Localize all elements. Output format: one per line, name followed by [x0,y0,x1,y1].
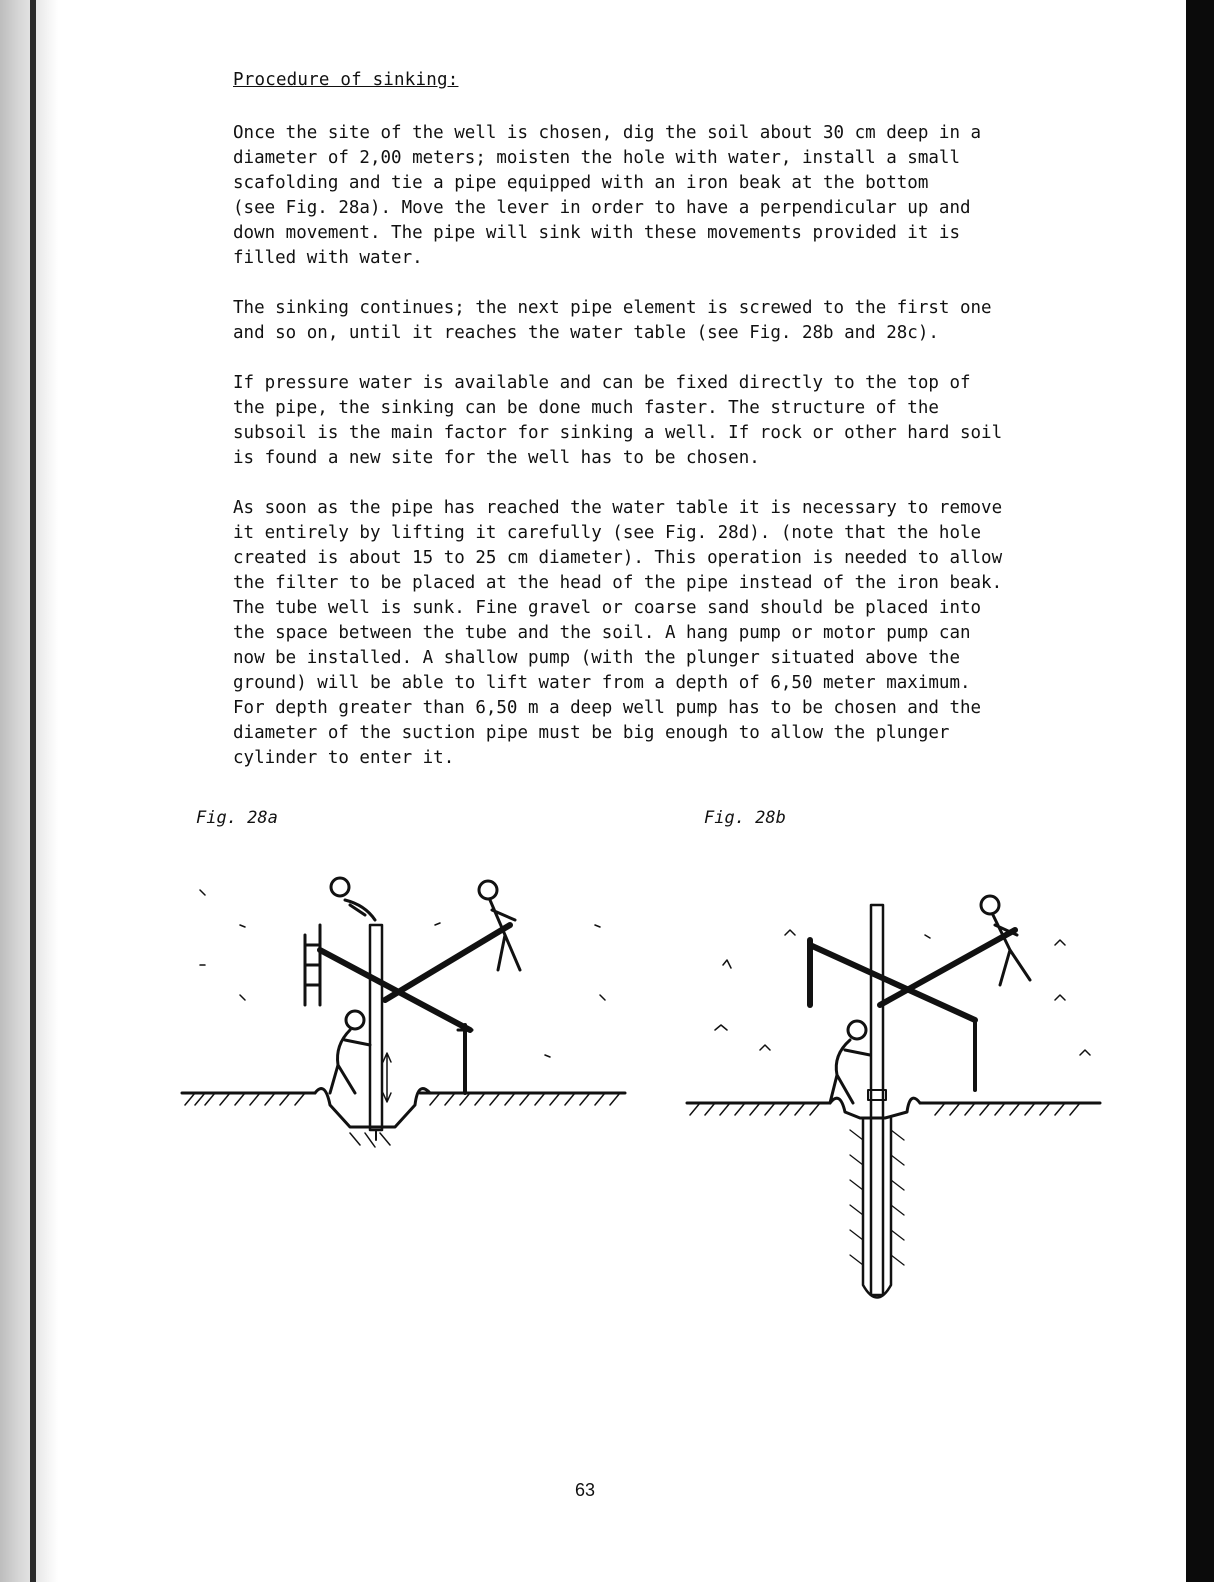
paragraph-sinking-continues: The sinking continues; the next pipe element is screwed to the first one and so on, until it reaches the water table (see Fig. 28b and 28c). [233,298,992,343]
paragraph-pressure-water: If pressure water is available and can be fixed directly to the top of the pipe, the sinking can be done much faster. The structure of the subsoil is the main factor for sinking a well. If rock or other hard soil is found a new site for the well has to be chosen. [233,373,1003,468]
figure-28b-caption: Fig. 28b [704,808,786,828]
scan-right-edge [1186,0,1214,1582]
paragraph-site-preparation: Once the site of the well is chosen, dig the soil about 30 cm deep in a diameter of 2,00 meters; moisten the hole with water, install a small scafolding and tie a pipe equipped with an iron beak at the bottom (see Fig. 28a). Move the lever in order to have a perpendicular up and down movement. The pipe will sink with these movements provided it is filled with water. [233,123,982,268]
figure-28a-illustration [180,865,630,1165]
section-heading: Procedure of sinking: [233,70,459,90]
scan-binding-edge [30,0,36,1582]
paragraph-water-table: As soon as the pipe has reached the water table it is necessary to remove it entirely by lifting it carefully (see Fig. 28d). (note that the hole created is about 15 to 25 cm diameter). This operation is needed to allow the filter to be placed at the head of the pipe instead of the iron beak. The tube well is sunk. Fine gravel or coarse sand should be placed into the space between the tube and the soil. A hang pump or motor pump can now be installed. A shallow pump (with the plunger situated above the ground) will be able to lift water from a depth of 6,50 meter maximum. For depth greater than 6,50 m a deep well pump has to be chosen and the diameter of the suction pipe must be big enough to allow the plunger cylinder to enter it. [233,498,1003,768]
figure-28a-caption: Fig. 28a [196,808,278,828]
scan-left-edge [0,0,58,1582]
figure-28b-illustration [685,890,1105,1315]
page-number: 63 [575,1480,596,1500]
